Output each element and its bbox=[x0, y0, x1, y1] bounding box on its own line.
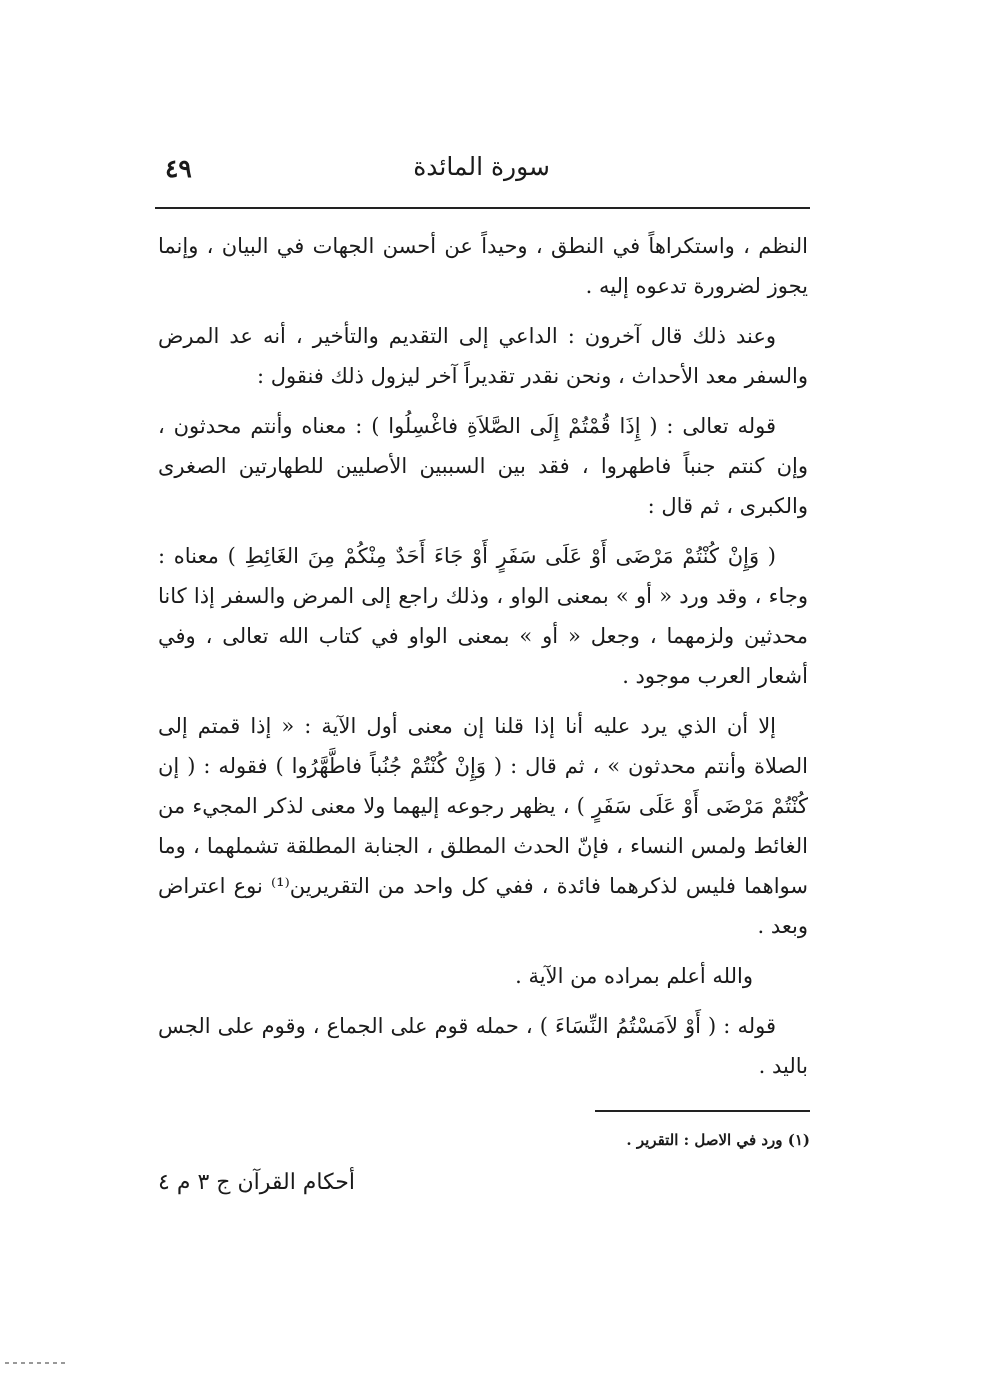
paragraph: قوله : ( أَوْ لاَمَسْتُمُ النِّسَاءَ ) ، حمله قوم على الجماع ، وقوم على الجس باليد . bbox=[158, 1014, 808, 1078]
body-text bbox=[158, 226, 808, 1096]
paragraph: النظم ، واستكراهاً في النطق ، وحيداً عن أحسن الجهات في البيان ، وإنما يجوز لضرورة تدعوه إليه . bbox=[158, 234, 808, 298]
footnote: (١) ورد في الاصل : التقرير . bbox=[626, 1131, 810, 1149]
paragraph: وعند ذلك قال آخرون : الداعي إلى التقديم والتأخير ، أنه عد المرض والسفر معد الأحداث ، ونحن نقدر تقديراً آخر ليزول ذلك فنقول : bbox=[158, 324, 808, 388]
scan-mark bbox=[5, 1362, 65, 1364]
page-header bbox=[155, 152, 810, 192]
page-number: ٤٩ bbox=[165, 154, 192, 183]
header-divider bbox=[155, 207, 810, 209]
page-title: سورة المائدة bbox=[413, 152, 550, 181]
paragraph: والله أعلم بمراده من الآية . bbox=[515, 964, 753, 988]
book-signature: أحكام القرآن ج ٣ م ٤ bbox=[158, 1170, 355, 1195]
paragraph: ( وَإِنْ كُنْتُمْ مَرْضَى أَوْ عَلَى سَفَرٍ أَوْ جَاءَ أَحَدٌ مِنْكُمْ مِنَ الغَائِطِ ) معناه : وجاء ، وقد ورد « أو » بمعنى الواو ، وذلك راجع إلى المرض والسفر إذا كانا محدثين ولزمهما ، وجعل « أو » بمعنى الواو في كتاب الله تعالى ، وفي أشعار العرب موجود . bbox=[158, 544, 808, 688]
footnote-divider bbox=[595, 1110, 810, 1112]
paragraph: قوله تعالى : ( إِذَا قُمْتُمْ إِلَى الصَّلاَةِ فاغْسِلُوا ) : معناه وأنتم محدثون ، وإن كنتم جنباً فاطهروا ، فقد بين السببين الأصليين للطهارتين الصغرى والكبرى ، ثم قال : bbox=[158, 414, 808, 518]
paragraph: إلا أن الذي يرد عليه أنا إذا قلنا إن معنى أول الآية : « إذا قمتم إلى الصلاة وأنتم محدثون » ، ثم قال : ( وَإِنْ كُنْتُمْ جُنُباً فاطَّهَّرُوا ) فقوله : ( إن كُنْتُمْ مَرْضَى أَوْ عَلَى سَفَرٍ ) ، يظهر رجوعه إليهما ولا معنى لذكر المجيء من الغائط ولمس النساء ، فإنّ الحدث المطلق ، الجنابة المطلقة تشملهما ، وما سواهما فليس لذكرهما فائدة ، ففي كل واحد من التقريرين⁽¹⁾ نوع اعتراض وبعد . bbox=[158, 714, 808, 938]
